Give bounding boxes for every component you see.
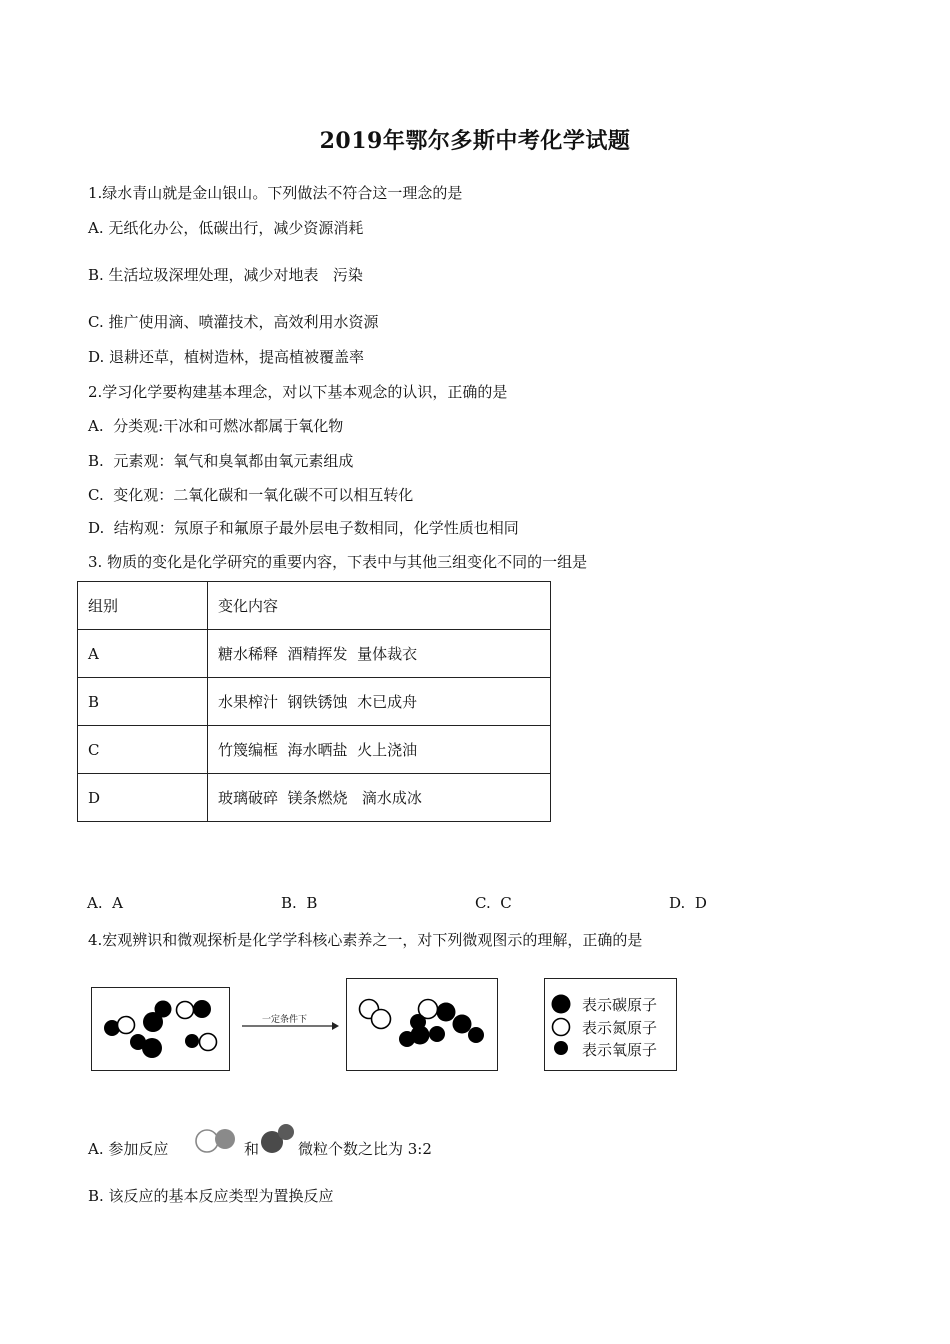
q3-choice-a	[87, 894, 123, 912]
carbon-atom	[453, 1015, 472, 1034]
legend-nitrogen-label: 表示氮原子	[582, 1019, 658, 1037]
oxygen-atom	[215, 1129, 235, 1149]
nitrogen-atom	[118, 1017, 135, 1034]
products-box	[346, 978, 498, 1071]
nitrogen-atom-icon	[553, 1019, 570, 1036]
products-molecules	[347, 979, 497, 1070]
table-cell: 糖水稀释 酒精挥发 量体裁衣	[208, 630, 551, 678]
choice-value: C	[500, 894, 512, 912]
table-cell: A	[78, 630, 208, 678]
oxygen-atom	[130, 1034, 146, 1050]
carbon-atom	[411, 1026, 430, 1045]
choice-value: B	[306, 894, 318, 912]
co-molecule-icon	[258, 1120, 298, 1156]
arrow-head	[332, 1022, 339, 1030]
q4-stem: 4.宏观辨识和微观探析是化学学科核心素养之一，对下列微观图示的理解，正确的是	[88, 931, 643, 949]
q3-choice-c	[475, 894, 512, 912]
table-cell: D	[78, 774, 208, 822]
legend-oxygen-label: 表示氧原子	[582, 1041, 658, 1059]
q1-option-c: C. 推广使用滴、喷灌技术，高效利用水资源	[88, 313, 379, 331]
q3-table	[77, 581, 551, 822]
table-cell: 玻璃破碎 镁条燃烧 滴水成冰	[208, 774, 551, 822]
reactants-molecules	[92, 988, 229, 1070]
oxygen-atom	[278, 1124, 294, 1140]
table-row	[78, 774, 551, 822]
table-row	[78, 678, 551, 726]
q4-option-a-mid: 和	[244, 1140, 260, 1158]
nitrogen-atom	[372, 1010, 391, 1029]
oxygen-atom-icon	[554, 1041, 568, 1055]
q2-option-c: C. 变化观：二氧化碳和一氧化碳不可以相互转化	[88, 486, 414, 504]
arrow-label: 一定条件下	[262, 1015, 308, 1025]
table-cell: B	[78, 678, 208, 726]
carbon-atom	[193, 1000, 211, 1018]
oxygen-atom	[437, 1003, 456, 1022]
nitrogen-atom	[196, 1130, 218, 1152]
q2-stem: 2.学习化学要构建基本理念，对以下基本观念的认识，正确的是	[88, 383, 508, 401]
legend-markers	[549, 979, 573, 1070]
choice-letter: A.	[87, 894, 103, 912]
no-molecule-icon	[193, 1124, 243, 1156]
q2-option-b: B. 元素观：氧气和臭氧都由氧元素组成	[88, 452, 354, 470]
nitrogen-atom	[177, 1002, 194, 1019]
legend-box	[544, 978, 677, 1071]
table-cell: C	[78, 726, 208, 774]
q4-option-a-suffix: 微粒个数之比为 3:2	[298, 1140, 432, 1158]
legend-carbon-label: 表示碳原子	[582, 996, 658, 1014]
oxygen-atom	[185, 1034, 199, 1048]
table-header-row	[78, 582, 551, 630]
reactants-box	[91, 987, 230, 1071]
choice-value: D	[694, 894, 707, 912]
q1-stem: 1.绿水青山就是金山银山。下列做法不符合这一理念的是	[88, 184, 463, 202]
q4-option-b: B. 该反应的基本反应类型为置换反应	[88, 1187, 334, 1205]
q4-option-a-prefix: A. 参加反应	[88, 1140, 169, 1158]
page-title: 2019年鄂尔多斯中考化学试题	[319, 128, 631, 154]
choice-letter: C.	[475, 894, 491, 912]
table-header-cell: 变化内容	[208, 582, 551, 630]
carbon-atom-icon	[552, 995, 571, 1014]
carbon-atom	[143, 1012, 163, 1032]
q3-choice-d	[669, 894, 707, 912]
q2-option-a: A. 分类观:干冰和可燃冰都属于氧化物	[88, 417, 344, 435]
table-row	[78, 630, 551, 678]
q3-stem: 3. 物质的变化是化学研究的重要内容，下表中与其他三组变化不同的一组是	[88, 553, 588, 571]
table-header-cell: 组别	[78, 582, 208, 630]
q1-option-d: D. 退耕还草，植树造林，提高植被覆盖率	[88, 348, 365, 366]
table-cell: 水果榨汁 钢铁锈蚀 木已成舟	[208, 678, 551, 726]
choice-value: A	[112, 894, 123, 912]
table-row	[78, 726, 551, 774]
choice-letter: D.	[669, 894, 686, 912]
q1-option-a: A. 无纸化办公，低碳出行，减少资源消耗	[88, 219, 364, 237]
oxygen-atom	[468, 1027, 484, 1043]
q3-choice-b	[281, 894, 317, 912]
choice-letter: B.	[281, 894, 297, 912]
q2-option-d: D. 结构观：氖原子和氟原子最外层电子数相同，化学性质也相同	[88, 519, 519, 537]
q1-option-b: B. 生活垃圾深埋处理，减少对地表 污染	[88, 266, 363, 284]
table-cell: 竹篾编框 海水晒盐 火上浇油	[208, 726, 551, 774]
oxygen-atom	[429, 1026, 445, 1042]
nitrogen-atom	[200, 1034, 217, 1051]
